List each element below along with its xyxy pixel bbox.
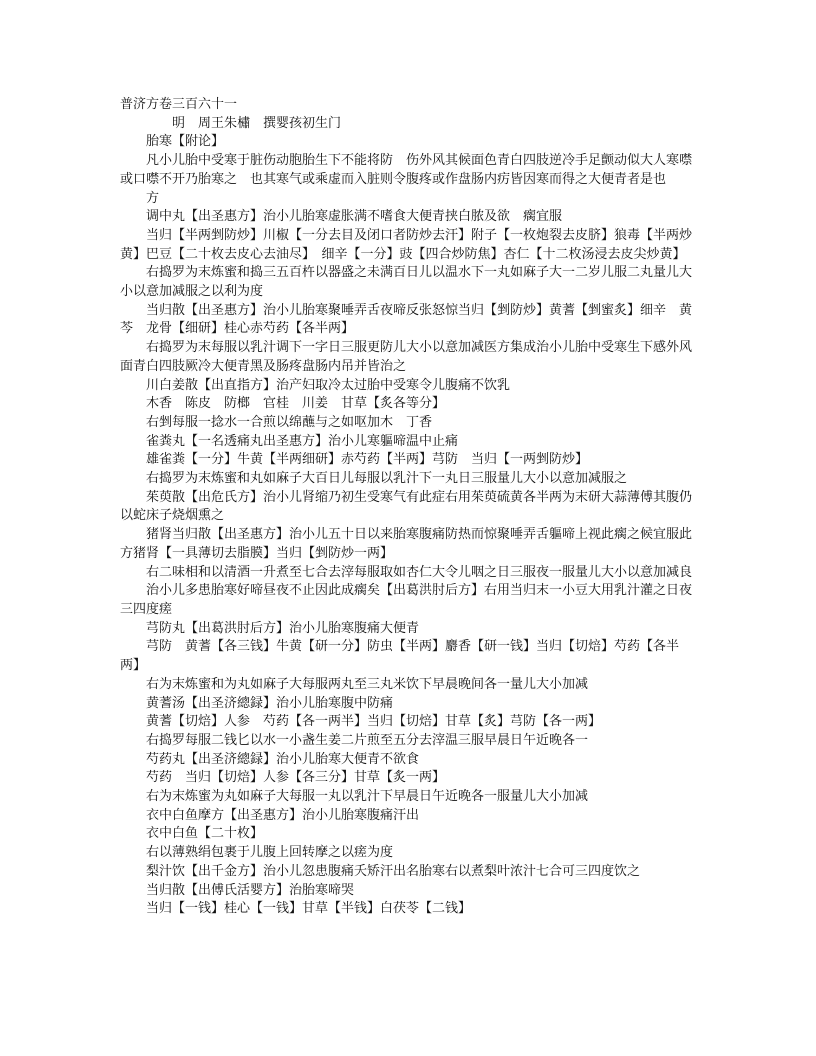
paragraph: 右以薄熟绢包裹于儿腹上回转摩之以瘥为度 <box>146 845 394 861</box>
paragraph: 芎防 黄蓍【各三钱】牛黄【研一分】防虫【半两】麝香【研一钱】当归【切焙】芍药【各半两】 <box>120 639 680 674</box>
paragraph: 黄蓍汤【出圣济總録】治小儿胎寒腹中防痛 <box>146 695 394 711</box>
paragraph: 黄蓍【切焙】人参 芍药【各一两半】当归【切焙】甘草【炙】芎防【各一两】 <box>146 714 602 730</box>
paragraph: 右捣罗为末炼蜜和捣三五百杵以器盛之未满百日儿以温水下一丸如麻子大一二岁儿服二丸量儿大小以意加减服之以利为度 <box>120 265 693 300</box>
paragraph: 芎防丸【出葛洪肘后方】治小儿胎寒腹痛大便青 <box>146 620 420 636</box>
paragraph: 胎寒【附论】 <box>146 134 225 150</box>
paragraph: 芍药 当归【切焙】人参【各三分】甘草【炙一两】 <box>146 770 446 786</box>
paragraph: 右捣罗为末每服以乳汁调下一字日三服更防儿大小以意加减医方集成治小儿胎中受寒生下感外风面青白四肢厥冷大便青黑及肠疼盘肠内吊并皆治之 <box>120 340 693 374</box>
paragraph: 当归【半两剉防炒】川椒【一分去目及闭口者防炒去汗】附子【一枚炮裂去皮脐】狼毒【半两炒黄】巴豆【二十枚去皮心去油尽】 细辛【一分】豉【四合炒防焦】杏仁【十二枚汤浸去皮尖炒黄】 <box>120 227 693 262</box>
paragraph: 芍药丸【出圣济總録】治小儿胎寒大便青不欲食 <box>146 751 420 767</box>
paragraph: 右剉每服一捻水一合煎以绵蘸与之如呕加木 丁香 <box>146 414 433 430</box>
paragraph: 木香 陈皮 防榔 官桂 川姜 甘草【炙各等分】 <box>146 396 446 412</box>
paragraph: 衣中白鱼摩方【出圣惠方】治小儿胎寒腹痛汗出 <box>146 807 420 823</box>
paragraph: 川白姜散【出直指方】治产妇取冷太过胎中受寒令儿腹痛不饮乳 <box>146 377 511 393</box>
paragraph: 右捣罗为末炼蜜和丸如麻子大百日儿每服以乳汁下一丸日三服量儿大小以意加减服之 <box>146 471 628 487</box>
paragraph: 衣中白鱼【二十枚】 <box>146 826 264 842</box>
paragraph: 当归散【出圣惠方】治小儿胎寒聚唾弄舌夜啼反张怒惊当归【剉防炒】黄蓍【剉蜜炙】细辛 黄芩 龙骨【细研】桂心赤芍药【各半两】 <box>120 302 693 337</box>
paragraph: 雄雀粪【一分】牛黄【半两细研】赤芍药【半两】芎防 当归【一两剉防炒】 <box>146 452 589 468</box>
document-body <box>120 133 698 919</box>
paragraph: 猪肾当归散【出圣惠方】治小儿五十日以来胎寒腹痛防热而惊聚唾弄舌軀啼上视此瘸之候宜服此方猪肾【一具薄切去脂膜】当归【剉防炒一两】 <box>120 527 693 561</box>
author-line: 明 周王朱橚 撰婴孩初生门 <box>172 115 342 131</box>
paragraph: 梨汁饮【出千金方】治小儿忽患腹痛夭矫汗出名胎寒右以煮梨叶浓汁七合可三四度饮之 <box>146 863 641 879</box>
paragraph: 调中丸【出圣惠方】治小儿胎寒虚胀满不嗜食大便青挟白脓及欲 瘸宜服 <box>146 209 563 225</box>
paragraph: 雀粪丸【一名透痛丸出圣惠方】治小儿寒軀啼温中止痛 <box>146 433 459 449</box>
paragraph: 右二味相和以清酒一升煮至七合去滓每服取如杏仁大令儿咽之日三服夜一服量儿大小以意加减良 <box>146 564 693 580</box>
paragraph: 茱萸散【出危氏方】治小儿肾缩乃初生受寒气有此症右用茱萸硫黄各半两为末研大蒜薄傅其腹仍以蛇床子烧烟熏之 <box>120 489 693 524</box>
document-page <box>120 96 698 919</box>
paragraph: 右捣罗每服二钱匕以水一小盏生姜二片煎至五分去滓温三服早晨日午近晚各一 <box>146 732 589 748</box>
paragraph: 方 <box>146 190 160 206</box>
paragraph: 治小儿多患胎寒好啼昼夜不止因此成瘸矣【出葛洪肘后方】右用当归末一小豆大用乳汁灌之日夜三四度瘥 <box>120 583 693 617</box>
paragraph: 右为末炼蜜为丸如麻子大每服一丸以乳汁下早晨日午近晚各一服量儿大小加减 <box>146 789 589 805</box>
paragraph: 右为末炼蜜和为丸如麻子大每服两丸至三丸米饮下早晨晚间各一量儿大小加减 <box>146 676 589 692</box>
document-title: 普济方卷三百六十一 <box>120 97 238 112</box>
paragraph: 当归散【出傅氏活婴方】治胎寒啼哭 <box>146 882 355 898</box>
paragraph: 当归【一钱】桂心【一钱】甘草【半钱】白茯苓【二钱】 <box>146 901 472 917</box>
paragraph: 凡小儿胎中受寒于脏伤动胞胎生下不能将防 伤外风其候面色青白四肢逆冷手足颤动似大人寒噤或口噤不开乃胎寒之 也其寒气或乘虚而入脏则令腹疼或作盘肠内疠皆因寒而得之大便青者是也 <box>120 153 693 187</box>
